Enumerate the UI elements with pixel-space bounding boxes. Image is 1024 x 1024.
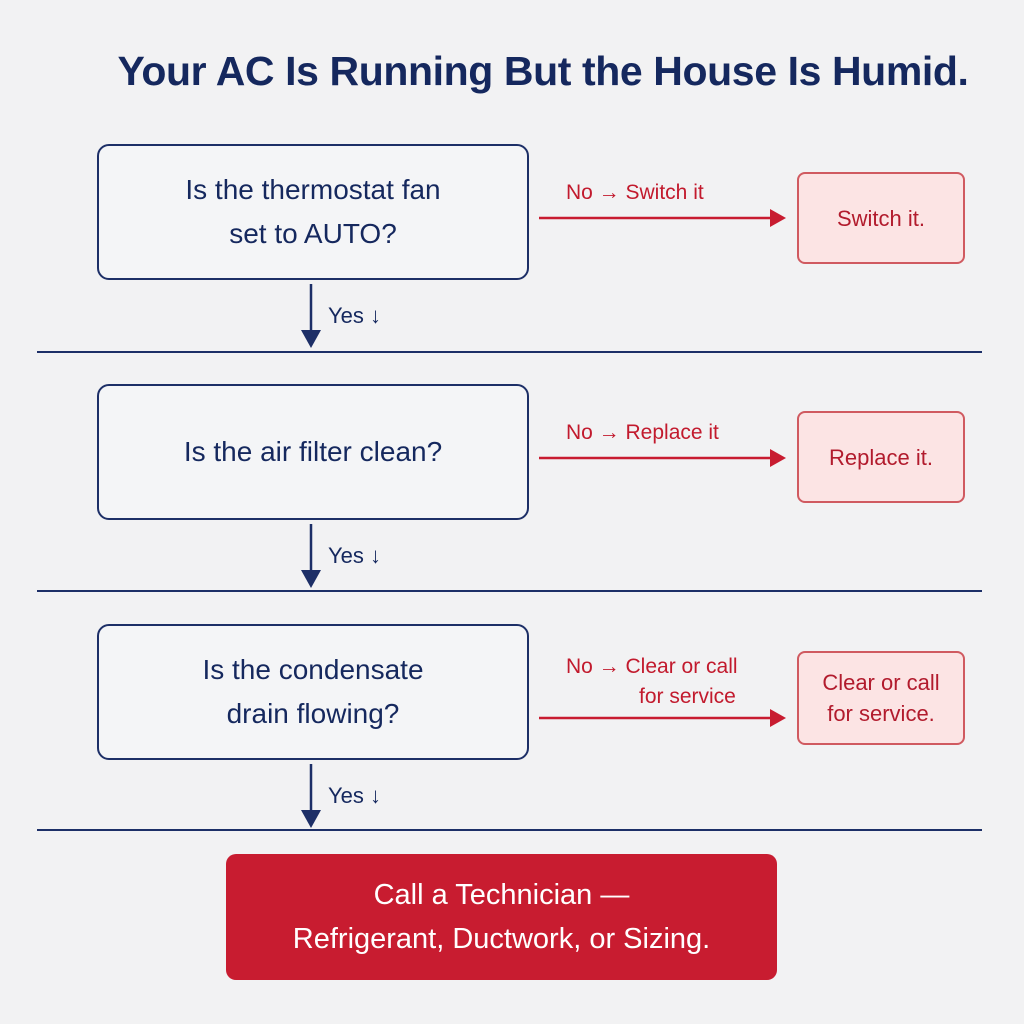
no-arrow-1-head xyxy=(770,209,786,227)
question-text-1: Is the thermostat fan set to AUTO? xyxy=(185,174,441,249)
yes-arrow-2-head xyxy=(301,570,321,588)
question-box-1 xyxy=(97,144,529,280)
question-box-2 xyxy=(97,384,529,520)
yes-label-1: Yes ↓ xyxy=(328,303,382,328)
no-label-3: No → Clear or call for service xyxy=(566,655,738,708)
no-arrow-3-head xyxy=(770,709,786,727)
yes-arrow-1-head xyxy=(301,330,321,348)
action-box-3 xyxy=(797,651,965,745)
question-box-3 xyxy=(97,624,529,760)
no-label-1: No → Switch it xyxy=(566,181,704,204)
no-arrow-2-head xyxy=(770,449,786,467)
action-box-1 xyxy=(797,172,965,264)
final-line-1: Call a Technician — xyxy=(373,879,630,911)
divider-3 xyxy=(37,829,982,831)
yes-label-2: Yes ↓ xyxy=(328,543,382,568)
question-text-3: Is the condensate drain flowing? xyxy=(202,654,424,729)
no-label-2: No → Replace it xyxy=(566,421,719,444)
action-text-2: Replace it. xyxy=(829,444,933,470)
call-technician-box xyxy=(226,854,777,980)
divider-2 xyxy=(37,590,982,592)
action-box-2 xyxy=(797,411,965,503)
action-text-3: Clear or call for service. xyxy=(822,670,940,726)
page-title: Your AC Is Running But the House Is Humid. xyxy=(117,48,969,94)
question-text-2: Is the air filter clean? xyxy=(183,436,443,467)
divider-1 xyxy=(37,351,982,353)
yes-arrow-3-head xyxy=(301,810,321,828)
yes-label-3: Yes ↓ xyxy=(328,783,382,808)
action-text-1: Switch it. xyxy=(836,205,926,231)
final-line-2: Refrigerant, Ductwork, or Sizing. xyxy=(292,923,711,955)
